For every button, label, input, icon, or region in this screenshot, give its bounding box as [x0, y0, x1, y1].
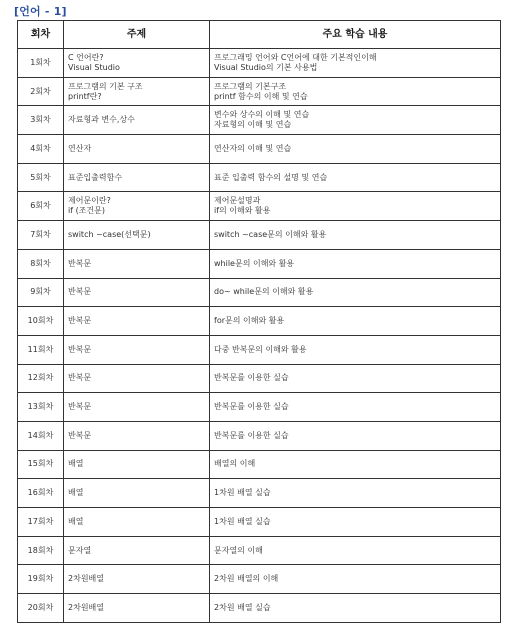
content-cell — [210, 508, 501, 537]
table-row — [18, 307, 501, 336]
round-cell: 2회차 — [18, 77, 64, 106]
table-row — [18, 278, 501, 307]
content-line: do~ while문의 이해와 활용 — [214, 287, 314, 297]
content-cell — [210, 307, 501, 336]
table-row — [18, 393, 501, 422]
topic-cell — [64, 479, 210, 508]
topic-line: 반복문 — [68, 258, 92, 268]
round-cell: 8회차 — [18, 249, 64, 278]
topic-line: printf란? — [68, 91, 102, 101]
content-line: 자료형의 이해 및 연습 — [214, 120, 292, 130]
topic-cell — [64, 221, 210, 250]
content-cell — [210, 421, 501, 450]
content-line: 다중 반복문의 이해와 활용 — [214, 344, 307, 354]
topic-cell — [64, 508, 210, 537]
topic-cell — [64, 536, 210, 565]
topic-line: 배열 — [68, 459, 84, 469]
header-content: 주요 학습 내용 — [210, 21, 501, 49]
topic-line: 반복문 — [68, 373, 92, 383]
table-row — [18, 135, 501, 164]
content-line: 표준 입출력 함수의 설명 및 연습 — [214, 172, 328, 182]
round-cell: 18회차 — [18, 536, 64, 565]
content-line: 2차원 배열의 이해 — [214, 574, 279, 584]
topic-cell — [64, 335, 210, 364]
content-line: printf 함수의 이해 및 연습 — [214, 91, 308, 101]
topic-line: 문자열 — [68, 545, 92, 555]
topic-line: 2차원배열 — [68, 602, 105, 612]
topic-cell — [64, 135, 210, 164]
content-cell — [210, 393, 501, 422]
content-cell — [210, 106, 501, 135]
content-line: switch ~case문의 이해와 활용 — [214, 229, 327, 239]
topic-cell — [64, 565, 210, 594]
table-row — [18, 421, 501, 450]
topic-line: 반복문 — [68, 287, 92, 297]
table-header-row — [18, 21, 501, 49]
content-cell — [210, 364, 501, 393]
table-row — [18, 249, 501, 278]
content-line: 반복문를 이용한 실습 — [214, 430, 289, 440]
curriculum-table — [17, 20, 501, 623]
topic-line: Visual Studio — [68, 62, 120, 72]
content-cell — [210, 192, 501, 221]
topic-line: 반복문 — [68, 344, 92, 354]
topic-cell — [64, 278, 210, 307]
content-line: 반복문를 이용한 실습 — [214, 373, 289, 383]
table-row — [18, 508, 501, 537]
table-body — [18, 49, 501, 623]
content-line: 프로그램의 기본구조 — [214, 81, 287, 91]
round-cell: 15회차 — [18, 450, 64, 479]
table-row — [18, 221, 501, 250]
topic-cell — [64, 77, 210, 106]
header-round: 회차 — [18, 21, 64, 49]
topic-line: switch ~case(선택문) — [68, 229, 151, 239]
round-cell: 11회차 — [18, 335, 64, 364]
topic-cell — [64, 49, 210, 78]
table-row — [18, 106, 501, 135]
table-row — [18, 364, 501, 393]
topic-line: 반복문 — [68, 316, 92, 326]
topic-line: 연산자 — [68, 143, 92, 153]
table-row — [18, 536, 501, 565]
content-line: 제어문설명과 — [214, 196, 261, 206]
content-line: 문자열의 이해 — [214, 545, 263, 555]
topic-line: if (조건문) — [68, 206, 106, 216]
content-line: if의 이해와 활용 — [214, 206, 271, 216]
round-cell: 5회차 — [18, 163, 64, 192]
round-cell: 14회차 — [18, 421, 64, 450]
topic-line: 자료형과 변수,상수 — [68, 115, 135, 125]
topic-cell — [64, 594, 210, 623]
round-cell: 19회차 — [18, 565, 64, 594]
round-cell: 4회차 — [18, 135, 64, 164]
topic-cell — [64, 450, 210, 479]
topic-cell — [64, 192, 210, 221]
topic-line: 배열 — [68, 516, 84, 526]
topic-cell — [64, 364, 210, 393]
topic-line: 프로그램의 기본 구조 — [68, 81, 143, 91]
content-line: 프로그래밍 언어와 C언어에 대한 기본적인이해 — [214, 52, 377, 62]
header-topic: 주제 — [64, 21, 210, 49]
content-line: 연산자의 이해 및 연습 — [214, 143, 292, 153]
table-row — [18, 77, 501, 106]
table-row — [18, 479, 501, 508]
table-row — [18, 335, 501, 364]
content-cell — [210, 479, 501, 508]
topic-line: 반복문 — [68, 402, 92, 412]
topic-line: 2차원배열 — [68, 574, 105, 584]
topic-cell — [64, 163, 210, 192]
table-row — [18, 163, 501, 192]
round-cell: 16회차 — [18, 479, 64, 508]
topic-line: 배열 — [68, 488, 84, 498]
topic-cell — [64, 421, 210, 450]
content-line: 반복문를 이용한 실습 — [214, 402, 289, 412]
content-cell — [210, 450, 501, 479]
topic-cell — [64, 307, 210, 336]
content-cell — [210, 49, 501, 78]
round-cell: 13회차 — [18, 393, 64, 422]
round-cell: 17회차 — [18, 508, 64, 537]
content-line: while문의 이해와 활용 — [214, 258, 295, 268]
topic-line: 표준입출력함수 — [68, 172, 123, 182]
topic-line: 제어문이란? — [68, 196, 111, 206]
content-cell — [210, 163, 501, 192]
content-cell — [210, 594, 501, 623]
content-line: 1차원 배열 실습 — [214, 488, 271, 498]
content-cell — [210, 135, 501, 164]
round-cell: 6회차 — [18, 192, 64, 221]
content-line: for문의 이해와 활용 — [214, 316, 285, 326]
content-line: 2차원 배열 실습 — [214, 602, 271, 612]
table-row — [18, 192, 501, 221]
round-cell: 20회차 — [18, 594, 64, 623]
round-cell: 1회차 — [18, 49, 64, 78]
table-row — [18, 450, 501, 479]
content-cell — [210, 565, 501, 594]
content-cell — [210, 77, 501, 106]
content-cell — [210, 221, 501, 250]
round-cell: 7회차 — [18, 221, 64, 250]
topic-cell — [64, 106, 210, 135]
round-cell: 3회차 — [18, 106, 64, 135]
table-row — [18, 565, 501, 594]
round-cell: 12회차 — [18, 364, 64, 393]
content-line: 1차원 배열 실습 — [214, 516, 271, 526]
table-row — [18, 49, 501, 78]
topic-cell — [64, 249, 210, 278]
content-cell — [210, 278, 501, 307]
content-cell — [210, 249, 501, 278]
table-row — [18, 594, 501, 623]
content-cell — [210, 536, 501, 565]
topic-line: 반복문 — [68, 430, 92, 440]
topic-cell — [64, 393, 210, 422]
round-cell: 10회차 — [18, 307, 64, 336]
content-line: 배열의 이해 — [214, 459, 256, 469]
content-cell — [210, 335, 501, 364]
content-line: 변수와 상수의 이해 및 연습 — [214, 110, 310, 120]
topic-line: C 언어란? — [68, 52, 104, 62]
document-title: [언어 - 1] — [14, 5, 67, 18]
round-cell: 9회차 — [18, 278, 64, 307]
content-line: Visual Studio의 기본 사용법 — [214, 62, 318, 72]
